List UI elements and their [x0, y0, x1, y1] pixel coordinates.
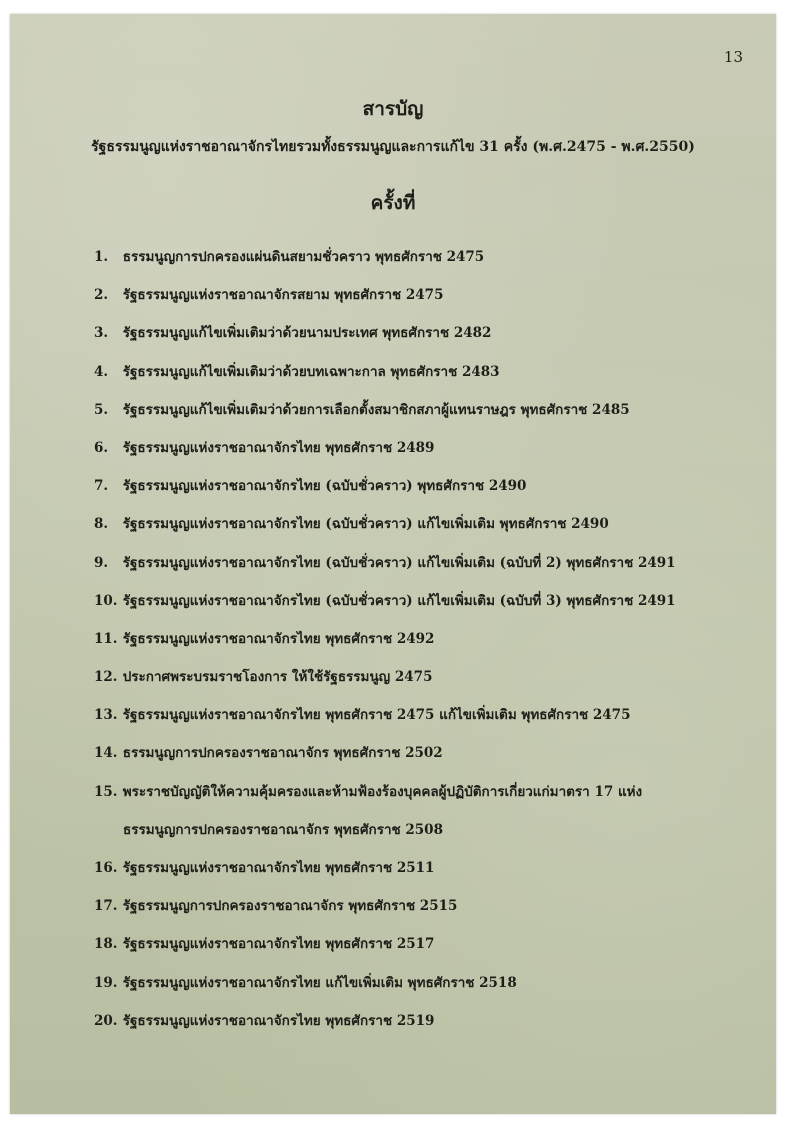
toc-item-number: 14. — [94, 745, 118, 762]
toc-item-number: 17. — [94, 898, 118, 915]
toc-item-text: รัฐธรรมนูญแห่งราชอาณาจักรสยาม พุทธศักราช 2475 — [122, 287, 444, 304]
toc-item — [94, 895, 734, 933]
toc-item — [94, 666, 734, 704]
toc-item-text: รัฐธรรมนูญแห่งราชอาณาจักรไทย พุทธศักราช 2517 — [122, 936, 435, 953]
toc-item — [94, 742, 734, 780]
table-of-contents — [94, 246, 734, 1048]
toc-item — [94, 628, 734, 666]
toc-item-text: รัฐธรรมนูญแห่งราชอาณาจักรไทย พุทธศักราช 2475 แก้ไขเพิ่มเติม พุทธศักราช 2475 — [122, 707, 631, 724]
toc-item-continuation: ธรรมนูญการปกครองราชอาณาจักร พุทธศักราช 2508 — [123, 821, 443, 838]
toc-item-number: 10. — [94, 592, 118, 609]
toc-item — [94, 322, 734, 360]
toc-item-number: 18. — [94, 936, 118, 953]
page-number: 13 — [723, 48, 743, 66]
toc-item — [94, 437, 734, 475]
toc-item — [94, 284, 734, 322]
toc-item-number: 11. — [94, 630, 118, 647]
toc-item-text: รัฐธรรมนูญแห่งราชอาณาจักรไทย (ฉบับชั่วคราว) แก้ไขเพิ่มเติม (ฉบับที่ 2) พุทธศักราช 2491 — [122, 554, 676, 571]
toc-item-text: รัฐธรรมนูญแห่งราชอาณาจักรไทย แก้ไขเพิ่มเติม พุทธศักราช 2518 — [122, 974, 517, 991]
toc-item-text: รัฐธรรมนูญแก้ไขเพิ่มเติมว่าด้วยการเลือกตั้งสมาชิกสภาผู้แทนราษฎร พุทธศักราช 2485 — [122, 401, 630, 418]
toc-item — [94, 513, 734, 551]
toc-item-number: 16. — [94, 860, 118, 877]
toc-item — [94, 399, 734, 437]
toc-item — [94, 590, 734, 628]
toc-item-text: รัฐธรรมนูญแห่งราชอาณาจักรไทย (ฉบับชั่วคราว) แก้ไขเพิ่มเติม (ฉบับที่ 3) พุทธศักราช 2491 — [122, 592, 676, 609]
toc-item — [94, 933, 734, 971]
toc-item-text: รัฐธรรมนูญแห่งราชอาณาจักรไทย (ฉบับชั่วคราว) พุทธศักราช 2490 — [122, 478, 527, 495]
toc-item-number: 13. — [94, 707, 118, 724]
toc-item-text: รัฐธรรมนูญแห่งราชอาณาจักรไทย (ฉบับชั่วคราว) แก้ไขเพิ่มเติม พุทธศักราช 2490 — [122, 516, 609, 533]
toc-item-number: 20. — [94, 1012, 118, 1029]
toc-item-text: พระราชบัญญัติให้ความคุ้มครองและห้ามฟ้องร้องบุคคลผู้ปฏิบัติการเกี่ยวแก่มาตรา 17 แห่ง — [122, 783, 643, 800]
toc-item — [94, 704, 734, 742]
toc-item-text: ประกาศพระบรมราชโองการ ให้ใช้รัฐธรรมนูญ 2475 — [122, 669, 433, 686]
toc-item-number: 12. — [94, 669, 118, 686]
toc-item-text: ธรรมนูญการปกครองแผ่นดินสยามชั่วคราว พุทธศักราช 2475 — [122, 249, 485, 265]
toc-item-number: 15. — [94, 783, 118, 800]
toc-item-text: รัฐธรรมนูญแก้ไขเพิ่มเติมว่าด้วยนามประเทศ พุทธศักราช 2482 — [122, 325, 492, 342]
toc-item-number: 19. — [94, 974, 118, 991]
toc-item-text: รัฐธรรมนูญแห่งราชอาณาจักรไทย พุทธศักราช 2511 — [122, 860, 435, 877]
toc-item-number: 7. — [94, 478, 109, 495]
toc-item — [94, 475, 734, 513]
toc-item-text: รัฐธรรมนูญแห่งราชอาณาจักรไทย พุทธศักราช 2489 — [122, 439, 435, 456]
toc-item-number: 6. — [94, 439, 109, 456]
toc-item-number: 9. — [94, 554, 109, 571]
toc-item-text: รัฐธรรมนูญการปกครองราชอาณาจักร พุทธศักราช 2515 — [122, 898, 458, 915]
document-page — [10, 14, 776, 1114]
toc-item-number: 2. — [94, 287, 109, 304]
toc-item — [94, 972, 734, 1010]
toc-item — [94, 1010, 734, 1048]
toc-item-number: 8. — [94, 516, 109, 533]
toc-item-text: รัฐธรรมนูญแห่งราชอาณาจักรไทย พุทธศักราช 2519 — [122, 1012, 435, 1029]
toc-item — [94, 857, 734, 895]
toc-item-text: รัฐธรรมนูญแก้ไขเพิ่มเติมว่าด้วยบทเฉพาะกาล พุทธศักราช 2483 — [122, 363, 500, 380]
toc-item-number: 4. — [94, 363, 109, 380]
toc-item — [94, 361, 734, 399]
toc-item — [94, 552, 734, 590]
toc-item-number: 5. — [94, 401, 109, 418]
page-title: สารบัญ — [362, 98, 424, 120]
toc-item-text: ธรรมนูญการปกครองราชอาณาจักร พุทธศักราช 2502 — [122, 745, 443, 762]
toc-item — [94, 781, 734, 857]
section-heading: ครั้งที่ — [370, 192, 416, 214]
page-subtitle: รัฐธรรมนูญแห่งราชอาณาจักรไทยรวมทั้งธรรมนูญและการแก้ไข 31 ครั้ง (พ.ศ.2475 - พ.ศ.2550) — [91, 139, 695, 155]
toc-item-number: 3. — [94, 325, 109, 342]
toc-item — [94, 246, 734, 284]
toc-item-text: รัฐธรรมนูญแห่งราชอาณาจักรไทย พุทธศักราช 2492 — [122, 630, 435, 647]
toc-item-number: 1. — [94, 249, 109, 265]
